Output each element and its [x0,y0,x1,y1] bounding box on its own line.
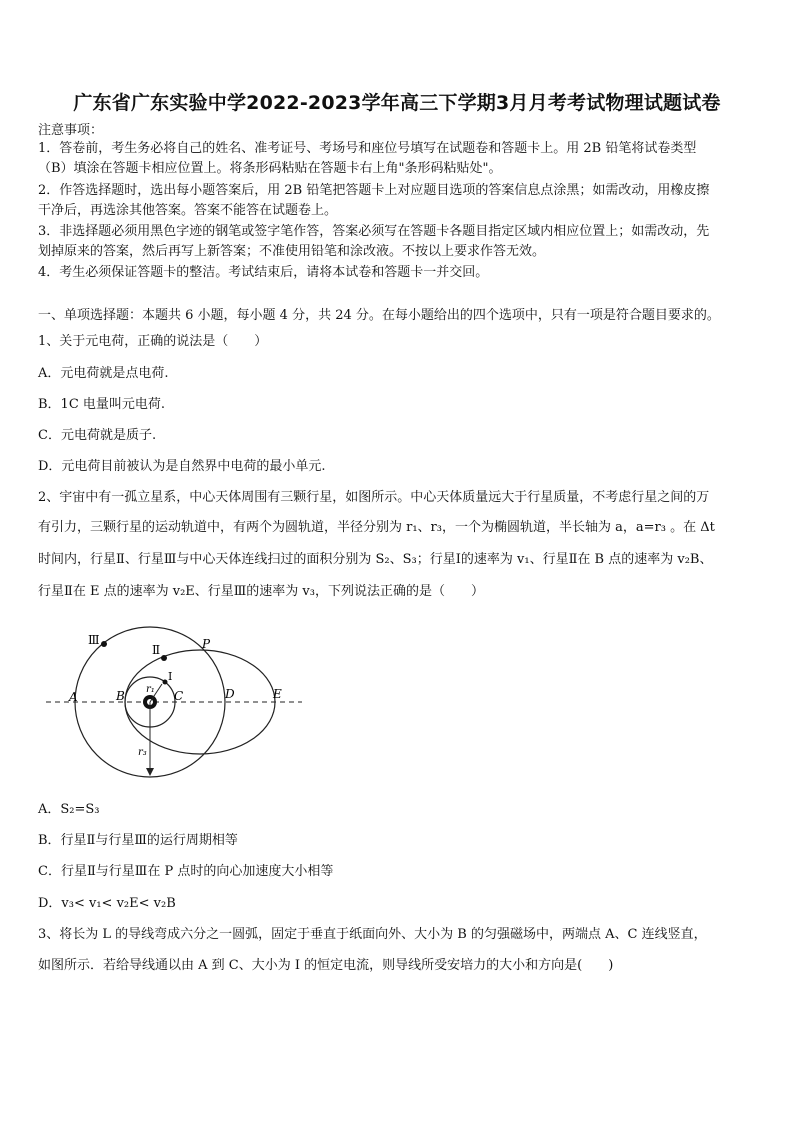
label-P: P [202,637,211,651]
label-B: B [116,689,125,703]
question-2-option-b: B．行星Ⅱ与行星Ⅲ的运行周期相等 [38,833,238,848]
question-2-option-a: A．S₂=S₃ [38,802,100,817]
question-2-option-c: C．行星Ⅱ与行星Ⅲ在 P 点时的向心加速度大小相等 [38,864,334,879]
notice-item-1-cont: （B）填涂在答题卡相应位置上。将条形码粘贴在答题卡右上角"条形码粘贴处"。 [38,161,502,176]
notice-heading: 注意事项： [38,123,104,138]
question-1-option-b: B．1C 电量叫元电荷. [38,397,166,412]
question-2-option-d: D．v₃< v₁< v₂E< v₂B [38,896,176,911]
question-1-option-a: A．元电荷就是点电荷. [38,366,169,381]
label-A: A [69,690,78,704]
question-2-stem-cont: 有引力，三颗行星的运动轨道中，有两个为圆轨道，半径分别为 r₁、r₃，一个为椭圆轨道，半长轴为 a，a=r₃ 。在 Δt [38,520,715,535]
section-heading: 一、单项选择题：本题共 6 小题，每小题 4 分，共 24 分。在每小题给出的四个选项中，只有一项是符合题目要求的。 [38,308,720,323]
label-C: C [174,689,184,703]
notice-item-3: 3．非选择题必须用黑色字迹的钢笔或签字笔作答，答案必须写在答题卡各题目指定区域内相应位置上；如需改动，先 [38,224,710,239]
question-3-stem: 3、将长为 L 的导线弯成六分之一圆弧，固定于垂直于纸面向外、大小为 B 的匀强磁场中，两端点 A、C 连线竖直， [38,927,707,942]
question-1: 1、关于元电荷，正确的说法是（ ） [38,334,268,349]
notice-item-2: 2．作答选择题时，选出每小题答案后，用 2B 铅笔把答题卡上对应题目选项的答案信息点涂黑；如需改动，用橡皮擦 [38,183,710,198]
question-2-stem-cont: 行星Ⅱ在 E 点的速率为 v₂E、行星Ⅲ的速率为 v₃，下列说法正确的是（ ） [38,584,484,599]
label-r1: r₁ [146,684,155,695]
label-I: I [168,670,173,683]
notice-item-4: 4．考生必须保证答题卡的整洁。考试结束后，请将本试卷和答题卡一并交回。 [38,265,489,280]
question-2-stem: 2、宇宙中有一孤立星系，中心天体周围有三颗行星，如图所示。中心天体质量远大于行星质量，不考虑行星之间的万 [38,490,710,505]
question-3-stem-cont: 如图所示．若给导线通以由 A 到 C、大小为 I 的恒定电流，则导线所受安培力的大小和方向是( ) [38,958,614,973]
question-2-stem-cont: 时间内，行星Ⅱ、行星Ⅲ与中心天体连线扫过的面积分别为 S₂、S₃；行星Ⅰ的速率为 v₁、行星Ⅱ在 B 点的速率为 v₂B、 [38,552,713,567]
label-II: Ⅱ [152,643,161,657]
label-E: E [273,687,282,701]
question-1-option-d: D．元电荷目前被认为是自然界中电荷的最小单元. [38,459,326,474]
label-III: Ⅲ [88,633,100,647]
notice-item-2-cont: 干净后，再选涂其他答案。答案不能答在试题卷上。 [38,203,338,218]
question-1-option-c: C．元电荷就是质子. [38,428,157,443]
notice-item-1: 1．答卷前，考生务必将自己的姓名、准考证号、考场号和座位号填写在试题卷和答题卡上。用 2B 铅笔将试卷类型 [38,141,697,156]
label-D: D [225,687,235,701]
page-title: 广东省广东实验中学2022-2023学年高三下学期3月月考考试物理试题试卷 [73,92,721,114]
orbit-diagram [40,622,310,778]
label-r3: r₃ [138,747,147,758]
notice-item-3-cont: 划掉原来的答案，然后再写上新答案；不准使用铅笔和涂改液。不按以上要求作答无效。 [38,244,546,259]
